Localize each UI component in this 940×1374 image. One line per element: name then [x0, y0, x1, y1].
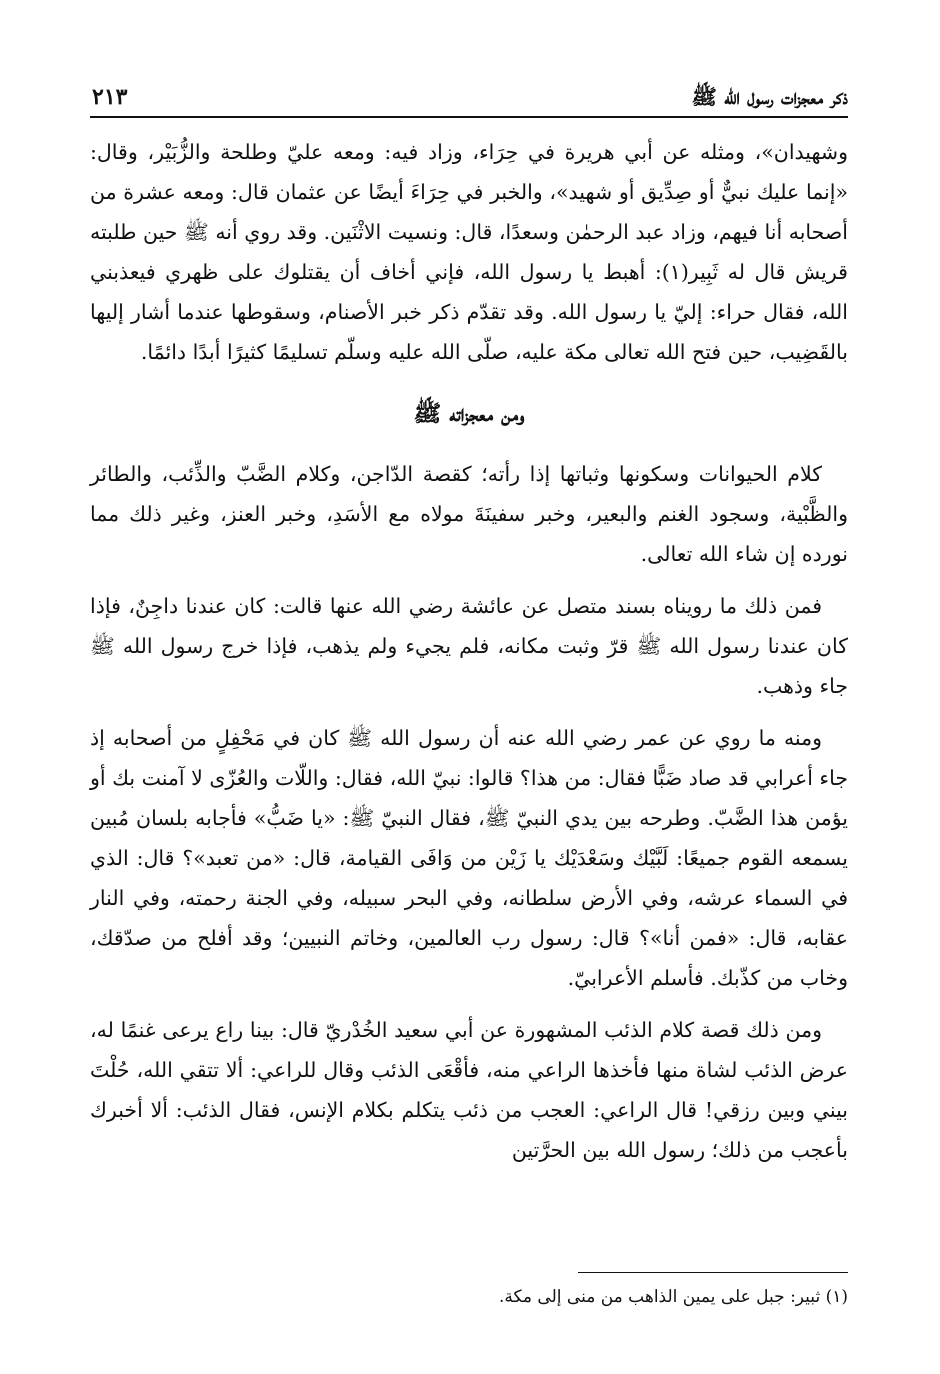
footnote-divider: [578, 1272, 848, 1273]
chapter-title: ذكر معجزات رسول الله ﷺ: [691, 84, 848, 109]
book-page: [90, 70, 848, 1340]
section-heading: ومن معجزاته ﷺ: [413, 400, 525, 427]
page-number: ٢١٣: [92, 84, 128, 110]
body-text: [90, 132, 848, 1182]
paragraph-wolf: ومن ذلك قصة كلام الذئب المشهورة عن أبي سعيد الخُدْريّ قال: بينا راع يرعى غنمًا له، عرض الذئب لشاة منها فأخذها الراعي منه، فأقْعَى الذئب وقال للراعي: ألا تتقي الله، حُلْتَ بيني وبين رزقي! قال الراعي: العجب من ذئب يتكلم بكلام الإنس، فقال الذئب: ألا أخبرك بأعجب من ذلك؛ رسول الله بين الحرَّتين: [90, 1018, 848, 1162]
paragraph-animals: كلام الحيوانات وسكونها وثباتها إذا رأته؛ كقصة الدّاجن، وكلام الضَّبّ والذِّئب، والطائر والظَّبْية، وسجود الغنم والبعير، وخبر سفينَةَ مولاه مع الأسَدِ، وخبر العنز، وغير ذلك مما نورده إن شاء الله تعالى.: [90, 462, 848, 566]
footnote: (١) ثبير: جبل على يمين الذاهب من منى إلى مكة.: [499, 1287, 848, 1307]
paragraph-aisha: فمن ذلك ما رويناه بسند متصل عن عائشة رضي الله عنها قالت: كان عندنا داجِنٌ، فإذا كان عندنا رسول الله ﷺ قرّ وثبت مكانه، فلم يجيء ولم يذهب، فإذا خرج رسول الله ﷺ جاء وذهب.: [90, 594, 848, 698]
intro-paragraph: وشهيدان»، ومثله عن أبي هريرة في حِرَاء، وزاد فيه: ومعه عليّ وطلحة والزُّبَيْر، وقال: «إنما عليك نبيٌّ أو صِدِّيق أو شهيد»، والخبر في حِرَاءَ أيضًا عن عثمان قال: ومعه عشرة من أصحابه أنا فيهم، وزاد عبد الرحمٰن وسعدًا، قال: ونسيت الاثْنَين. وقد روي أنه ﷺ حين طلبته قريش قال له ثَبِير(١): أهبط يا رسول الله، فإني أخاف أن يقتلوك على ظهري فيعذبني الله، فقال حراء: إليّ يا رسول الله. وقد تقدّم ذكر خبر الأصنام، وسقوطها عندما أشار إليها بالقَضِيب، حين فتح الله تعالى مكة عليه، صلّى الله عليه وسلّم تسليمًا كثيرًا أبدًا دائمًا.: [90, 140, 848, 364]
running-header: [90, 80, 848, 118]
paragraph-lizard: ومنه ما روي عن عمر رضي الله عنه أن رسول الله ﷺ كان في مَحْفِلٍ من أصحابه إذ جاء أعرابي قد صاد ضَبًّا فقال: من هذا؟ قالوا: نبيّ الله، فقال: واللّات والعُزّى لا آمنت بك أو يؤمن هذا الضَّبّ. وطرحه بين يدي النبيّ ﷺ، فقال النبيّ ﷺ: «يا ضَبُّ» فأجابه بلسان مُبين يسمعه القوم جميعًا: لَبَّيْك وسَعْدَيْك يا زَيْن من وَافَى القيامة، قال: «من تعبد»؟ قال: الذي في السماء عرشه، وفي الأرض سلطانه، وفي البحر سبيله، وفي الجنة رحمته، وفي النار عقابه، قال: «فمن أنا»؟ قال: رسول رب العالمين، وخاتم النبيين؛ وقد أفلح من صدّقك، وخاب من كذّبك. فأسلم الأعرابيّ.: [90, 726, 848, 990]
